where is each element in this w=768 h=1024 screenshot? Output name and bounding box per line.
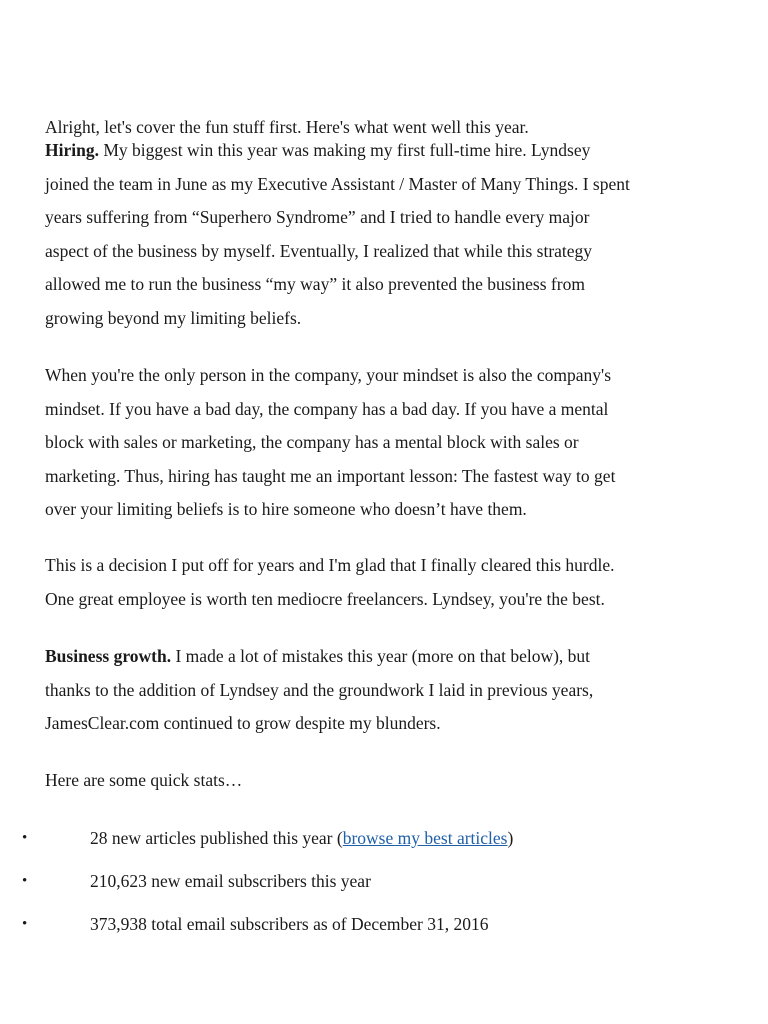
bullet-icon: • bbox=[22, 873, 28, 889]
stats-intro-paragraph bbox=[45, 764, 735, 798]
best-articles-link[interactable]: browse my best articles bbox=[342, 828, 508, 848]
stats-item-new-subscribers: 210,623 new email subscribers this year bbox=[90, 871, 371, 891]
stats-intro-text: Here are some quick stats… bbox=[45, 770, 243, 790]
mindset-paragraph bbox=[45, 359, 735, 527]
growth-text: I made a lot of mistakes this year (more on that below), but thanks to the addition of Lyndsey and the groundwork I laid in previous years, JamesClear.com continued to grow despite my blunders. bbox=[45, 646, 594, 733]
intro-text: Alright, let's cover the fun stuff first. Here's what went well this year. bbox=[45, 116, 529, 137]
decision-text: This is a decision I put off for years and I'm glad that I finally cleared this hurdle. One great employee is worth ten mediocre freelancers. Lyndsey, you're the best. bbox=[45, 555, 615, 609]
stats-list-item bbox=[0, 907, 768, 941]
stats-item-articles-close: ) bbox=[507, 828, 514, 848]
stats-item-articles-text: 28 new articles published this year ( bbox=[90, 828, 343, 848]
decision-paragraph bbox=[45, 549, 735, 616]
hiring-text: My biggest win this year was making my first full-time hire. Lyndsey joined the team in June as my Executive Assistant / Master of Many Things. I spent years suffering from “Superhero Syndrome” and I tried to handle every major aspect of the business by myself. Eventually, I realized that while this strategy allowed me to run the business “my way” it also prevented the business from growing beyond my limiting beliefs. bbox=[45, 140, 630, 328]
stats-list-item bbox=[0, 864, 768, 898]
stats-item-articles bbox=[90, 821, 513, 855]
hiring-paragraph bbox=[45, 134, 735, 335]
stats-list-item bbox=[0, 821, 768, 855]
stats-item-total-subscribers: 373,938 total email subscribers as of December 31, 2016 bbox=[90, 914, 489, 934]
growth-heading: Business growth. bbox=[45, 646, 172, 666]
mindset-text: When you're the only person in the company, your mindset is also the company's mindset. If you have a bad day, the company has a bad day. If you have a mental block with sales or marketing, the company has a mental block with sales or marketing. Thus, hiring has taught me an important lesson: The fastest way to get over your limiting beliefs is to hire someone who doesn’t have them. bbox=[45, 365, 616, 519]
bullet-icon: • bbox=[22, 916, 28, 932]
hiring-heading: Hiring. bbox=[45, 140, 99, 160]
growth-paragraph bbox=[45, 640, 735, 741]
bullet-icon: • bbox=[22, 830, 28, 846]
